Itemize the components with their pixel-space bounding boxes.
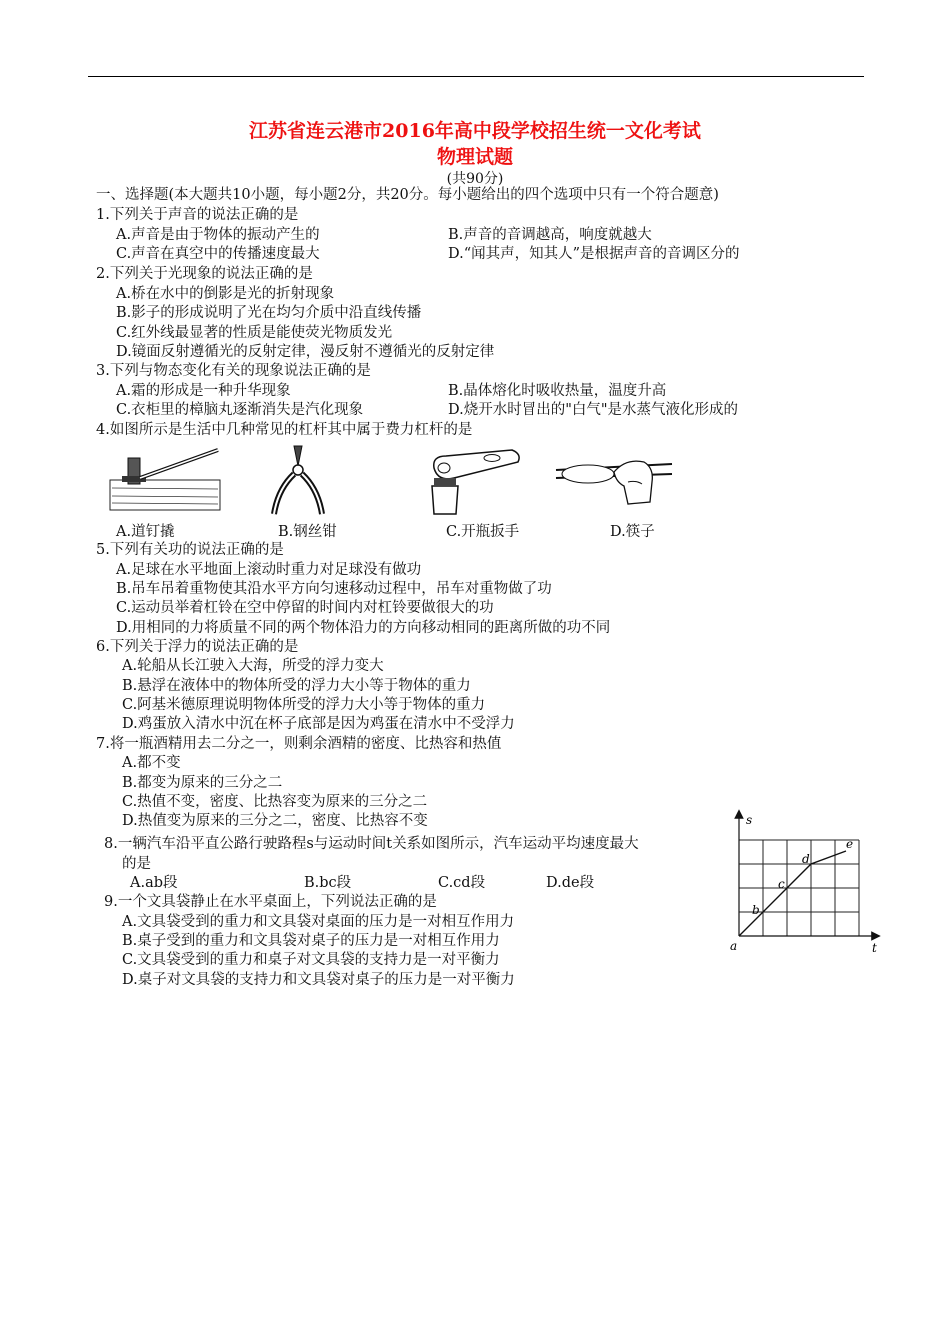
- q3-stem: 3.下列与物态变化有关的现象说法正确的是: [96, 363, 371, 379]
- q6-option-a: A.轮船从长江驶入大海，所受的浮力变大: [122, 658, 384, 674]
- q7-option-a: A.都不变: [122, 755, 181, 771]
- q6-option-d: D.鸡蛋放入清水中沉在杯子底部是因为鸡蛋在清水中不受浮力: [122, 716, 515, 732]
- s-axis-label: s: [746, 813, 753, 827]
- q5-option-a: A.足球在水平地面上滚动时重力对足球没有做功: [116, 562, 422, 578]
- q8-option-a: A.ab段: [130, 875, 178, 891]
- q3-option-c: C.衣柜里的樟脑丸逐渐消失是汽化现象: [116, 402, 364, 418]
- nail-puller-figure: [108, 448, 223, 516]
- q6-stem: 6.下列关于浮力的说法正确的是: [96, 639, 299, 655]
- q2-option-b: B.影子的形成说明了光在均匀介质中沿直线传播: [116, 305, 422, 321]
- exam-subtitle: 物理试题: [436, 146, 513, 168]
- q7-stem: 7.将一瓶酒精用去二分之一，则剩余酒精的密度、比热容和热值: [96, 736, 502, 752]
- q8-stem: 8.一辆汽车沿平直公路行驶路程s与运动时间t关系如图所示，汽车运动平均速度最大: [104, 836, 639, 852]
- section-heading: 一、选择题(本大题共10小题，每小题2分，共20分。每小题给出的四个选项中只有一个符合题意): [96, 187, 719, 203]
- q7-option-d: D.热值变为原来的三分之二，密度、比热容不变: [122, 813, 428, 829]
- point-c-label: c: [778, 877, 785, 891]
- q9-option-c: C.文具袋受到的重力和桌子对文具袋的支持力是一对平衡力: [122, 952, 500, 968]
- q2-option-c: C.红外线最显著的性质是能使荧光物质发光: [116, 325, 393, 341]
- q1-option-c: C.声音在真空中的传播速度最大: [116, 246, 320, 262]
- q9-option-d: D.桌子对文具袋的支持力和文具袋对桌子的压力是一对平衡力: [122, 972, 515, 988]
- q8-stem-continued: 的是: [122, 856, 151, 872]
- q2-option-d: D.镜面反射遵循光的反射定律，漫反射不遵循光的反射定律: [116, 344, 495, 360]
- q5-stem: 5.下列有关功的说法正确的是: [96, 542, 284, 558]
- q3-option-b: B.晶体熔化时吸收热量，温度升高: [448, 383, 667, 399]
- q1-option-a: A.声音是由于物体的振动产生的: [116, 227, 320, 243]
- q9-stem: 9.一个文具袋静止在水平桌面上，下列说法正确的是: [104, 894, 437, 910]
- s-t-graph: [726, 808, 882, 958]
- q1-option-b: B.声音的音调越高，响度就越大: [448, 227, 652, 243]
- q1-stem: 1.下列关于声音的说法正确的是: [96, 207, 299, 223]
- q6-option-c: C.阿基米德原理说明物体所受的浮力大小等于物体的重力: [122, 697, 486, 713]
- q2-option-a: A.桥在水中的倒影是光的折射现象: [116, 286, 335, 302]
- q5-option-d: D.用相同的力将质量不同的两个物体沿力的方向移动相同的距离所做的功不同: [116, 620, 611, 636]
- q5-option-b: B.吊车吊着重物使其沿水平方向匀速移动过程中，吊车对重物做了功: [116, 581, 552, 597]
- q4-option-b: B.钢丝钳: [278, 524, 337, 540]
- q3-option-d: D.烧开水时冒出的"白气"是水蒸气液化形成的: [448, 402, 739, 418]
- chopsticks-figure: [554, 452, 674, 510]
- q4-option-d: D.筷子: [610, 524, 655, 540]
- pliers-figure: [268, 444, 328, 516]
- top-rule: [88, 76, 864, 77]
- total-score: (共90分): [446, 171, 504, 187]
- q8-option-d: D.de段: [546, 875, 595, 891]
- q4-stem: 4.如图所示是生活中几种常见的杠杆其中属于费力杠杆的是: [96, 422, 473, 438]
- bottle-opener-figure: [424, 448, 524, 516]
- point-d-label: d: [802, 852, 810, 866]
- q6-option-b: B.悬浮在液体中的物体所受的浮力大小等于物体的重力: [122, 678, 471, 694]
- q5-option-c: C.运动员举着杠铃在空中停留的时间内对杠铃要做很大的功: [116, 600, 494, 616]
- graph-grid: [739, 840, 859, 936]
- q3-option-a: A.霜的形成是一种升华现象: [116, 383, 291, 399]
- q4-option-a: A.道钉撬: [116, 524, 175, 540]
- q8-option-b: B.bc段: [304, 875, 352, 891]
- q7-option-b: B.都变为原来的三分之二: [122, 775, 283, 791]
- q1-option-d: D.“闻其声，知其人”是根据声音的音调区分的: [448, 246, 740, 262]
- point-e-label: e: [846, 837, 854, 851]
- q9-option-b: B.桌子受到的重力和文具袋对桌子的压力是一对相互作用力: [122, 933, 500, 949]
- q2-stem: 2.下列关于光现象的说法正确的是: [96, 266, 313, 282]
- point-a-label: a: [730, 939, 738, 953]
- q4-option-c: C.开瓶扳手: [446, 524, 520, 540]
- q9-option-a: A.文具袋受到的重力和文具袋对桌面的压力是一对相互作用力: [122, 914, 515, 930]
- q7-option-c: C.热值不变，密度、比热容变为原来的三分之二: [122, 794, 428, 810]
- exam-title: 江苏省连云港市2016年高中段学校招生统一文化考试: [249, 120, 701, 142]
- point-b-label: b: [752, 903, 760, 917]
- q8-option-c: C.cd段: [438, 875, 486, 891]
- t-axis-label: t: [872, 941, 877, 955]
